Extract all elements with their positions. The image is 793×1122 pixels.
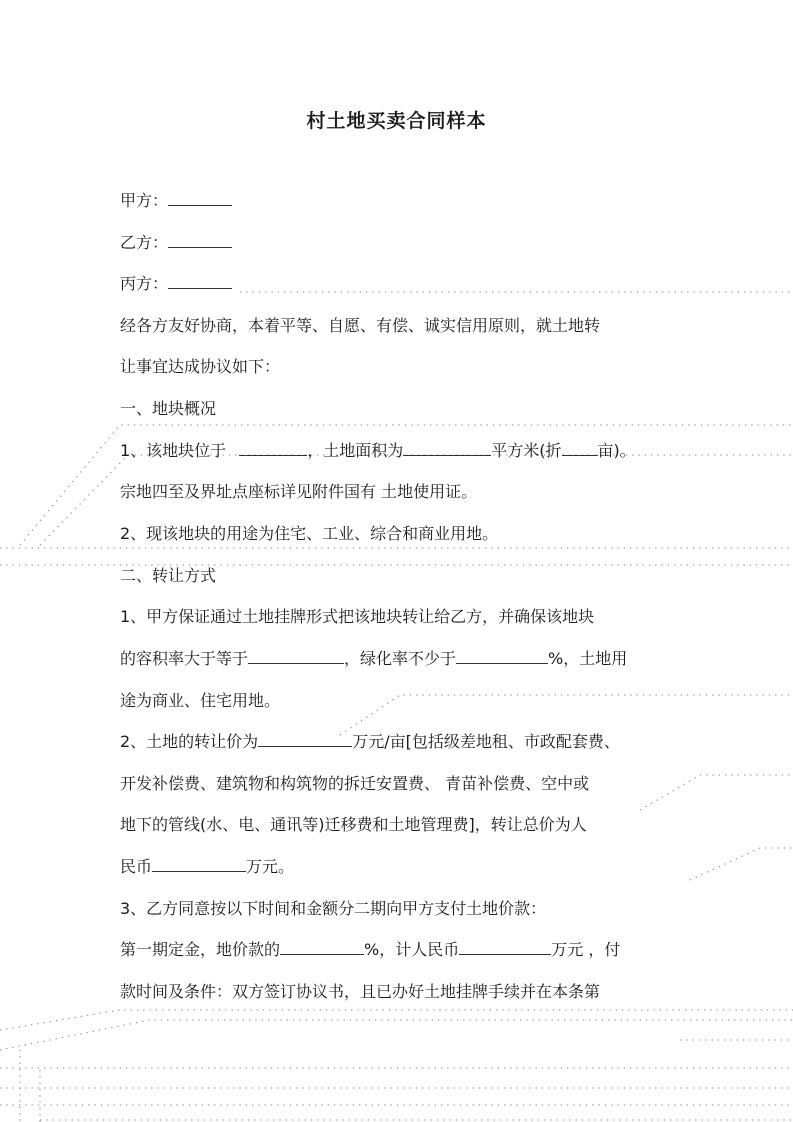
text-fragment: 亩)。 [597, 441, 636, 460]
text-fragment: ，土地面积为 [307, 441, 404, 460]
party-a-line [120, 191, 232, 211]
sec2-item2-line3: 地下的管线(水、电、通讯等)迁移费和土地管理费]，转让总价为人 [120, 815, 587, 834]
total-price-blank[interactable] [152, 857, 246, 872]
section-1-heading: 一、地块概况 [120, 399, 217, 418]
text-fragment: ，绿化率不少于 [344, 649, 457, 668]
text-fragment: %，土地用 [548, 649, 628, 668]
sec2-item2-line2: 开发补偿费、建筑物和构筑物的拆迁安置费、 青苗补偿费、空中或 [120, 774, 590, 793]
party-a-label: 甲方： [120, 191, 169, 210]
sec1-item1-line2: 宗地四至及界址点座标详见附件国有 土地使用证。 [120, 482, 478, 501]
text-fragment: 平方米(折 [491, 441, 562, 460]
party-b-blank[interactable] [168, 233, 232, 248]
sec2-item1-line2 [120, 649, 627, 669]
phase1-line1 [120, 940, 620, 960]
sec2-item1-line3: 途为商业、住宅用地。 [120, 691, 281, 710]
party-c-line [120, 274, 232, 294]
party-b-label: 乙方： [120, 233, 169, 252]
price-per-mu-blank[interactable] [258, 732, 352, 747]
sec2-item3: 3、乙方同意按以下时间和金额分二期向甲方支付土地价款： [120, 899, 547, 918]
phase1-line2: 款时间及条件：双方签订协议书，且已办好土地挂牌手续并在本条第 [120, 982, 601, 1001]
sec2-item2-line1 [120, 732, 620, 752]
party-c-label: 丙方： [120, 274, 169, 293]
deposit-amount-blank[interactable] [459, 940, 551, 955]
party-a-blank[interactable] [168, 191, 232, 206]
plot-ratio-blank[interactable] [248, 649, 344, 664]
deposit-percent-blank[interactable] [280, 940, 364, 955]
section-2-heading: 二、转让方式 [120, 566, 217, 585]
sec2-item1-line1: 1、甲方保证通过土地挂牌形式把该地块转让给乙方，并确保该地块 [120, 607, 595, 626]
party-c-blank[interactable] [168, 274, 232, 289]
text-fragment: 1、该地块位于 [120, 441, 232, 460]
text-fragment: 的容积率大于等于 [120, 649, 249, 668]
party-b-line [120, 233, 232, 253]
area-blank[interactable] [403, 441, 491, 456]
document-title: 村土地买卖合同样本 [306, 110, 487, 132]
sec1-item2: 2、现该地块的用途为住宅、工业、综合和商业用地。 [120, 524, 499, 543]
green-ratio-blank[interactable] [456, 649, 548, 664]
text-fragment: 万元/亩[包括级差地租、市政配套费、 [352, 732, 620, 751]
intro-line-1: 经各方友好协商，本着平等、自愿、有偿、诚实信用原则，就土地转 [120, 316, 601, 335]
sec1-item1-line1 [120, 441, 636, 461]
sec2-item2-line4 [120, 857, 294, 877]
intro-line-2: 让事宜达成协议如下： [120, 357, 281, 376]
text-fragment: 万元 ，付 [551, 940, 621, 959]
text-fragment: 2、土地的转让价为 [120, 732, 259, 751]
text-fragment: %，计人民币 [364, 940, 460, 959]
text-fragment: 万元。 [246, 857, 295, 876]
text-fragment: 第一期定金，地价款的 [120, 940, 281, 959]
text-fragment: 民币 [120, 857, 153, 876]
location-blank[interactable] [239, 441, 307, 456]
mu-blank[interactable] [562, 441, 598, 456]
